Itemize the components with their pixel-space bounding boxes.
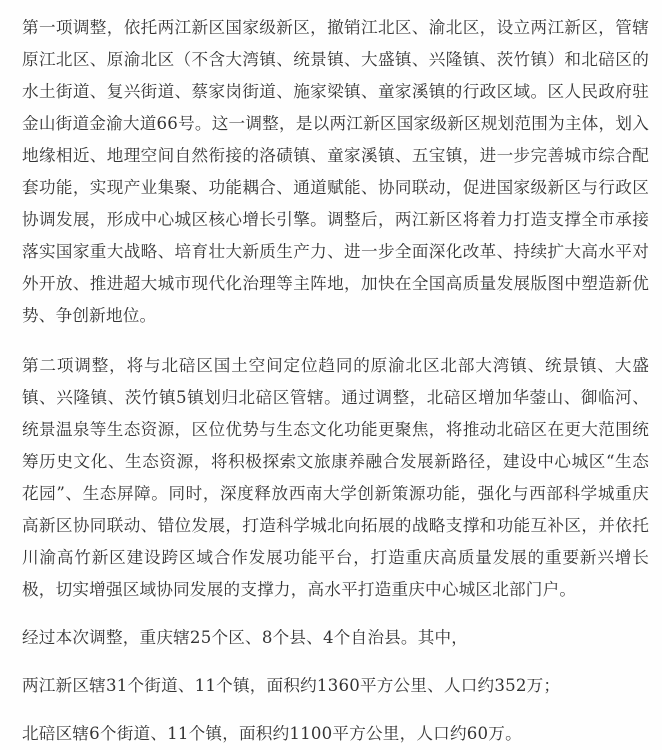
paragraph-summary: 经过本次调整，重庆辖25个区、8个县、4个自治县。其中，	[22, 628, 469, 647]
paragraph-liangjiang-stats: 两江新区辖31个街道、11个镇，面积约1360平方公里、人口约352万；	[22, 676, 561, 695]
paragraph-second-adjustment: 第二项调整，将与北碚区国土空间定位趋同的原渝北区北部大湾镇、统景镇、大盛镇、兴隆镇、茨竹镇5镇划归北碚区管辖。通过调整，北碚区增加华蓥山、御临河、统景温泉等生态资源，区位优势与生态文化功能更聚焦，将推动北碚区在更大范围统筹历史文化、生态资源，将积极探索文旅康养融合发展新路径，建设中心城区“生态花园”、生态屏障。同时，深度释放西南大学创新策源功能，强化与西部科学城重庆高新区协同联动、错位发展，打造科学城北向拓展的战略支撑和功能互补区，并依托川渝高竹新区建设跨区域合作发展功能平台，打造重庆高质量发展的重要新兴增长极，切实增强区域协同发展的支撑力，高水平打造重庆中心城区北部门户。	[22, 356, 649, 599]
paragraph-beibei-stats: 北碚区辖6个街道、11个镇，面积约1100平方公里，人口约60万。	[22, 724, 522, 743]
paragraph-first-adjustment: 第一项调整，依托两江新区国家级新区，撤销江北区、渝北区，设立两江新区，管辖原江北区、原渝北区（不含大湾镇、统景镇、大盛镇、兴隆镇、茨竹镇）和北碚区的水土街道、复兴街道、蔡家岗街道、施家梁镇、童家溪镇的行政区域。区人民政府驻金山街道金渝大道66号。这一调整，是以两江新区国家级新区规划范围为主体，划入地缘相近、地理空间自然衔接的洛碛镇、童家溪镇、五宝镇，进一步完善城市综合配套功能，实现产业集聚、功能耦合、通道赋能、协同联动，促进国家级新区与行政区协调发展，形成中心城区核心增长引擎。调整后，两江新区将着力打造支撑全市承接落实国家重大战略、培育壮大新质生产力、进一步全面深化改革、持续扩大高水平对外开放、推进超大城市现代化治理等主阵地，加快在全国高质量发展版图中塑造新优势、争创新地位。	[22, 18, 649, 325]
